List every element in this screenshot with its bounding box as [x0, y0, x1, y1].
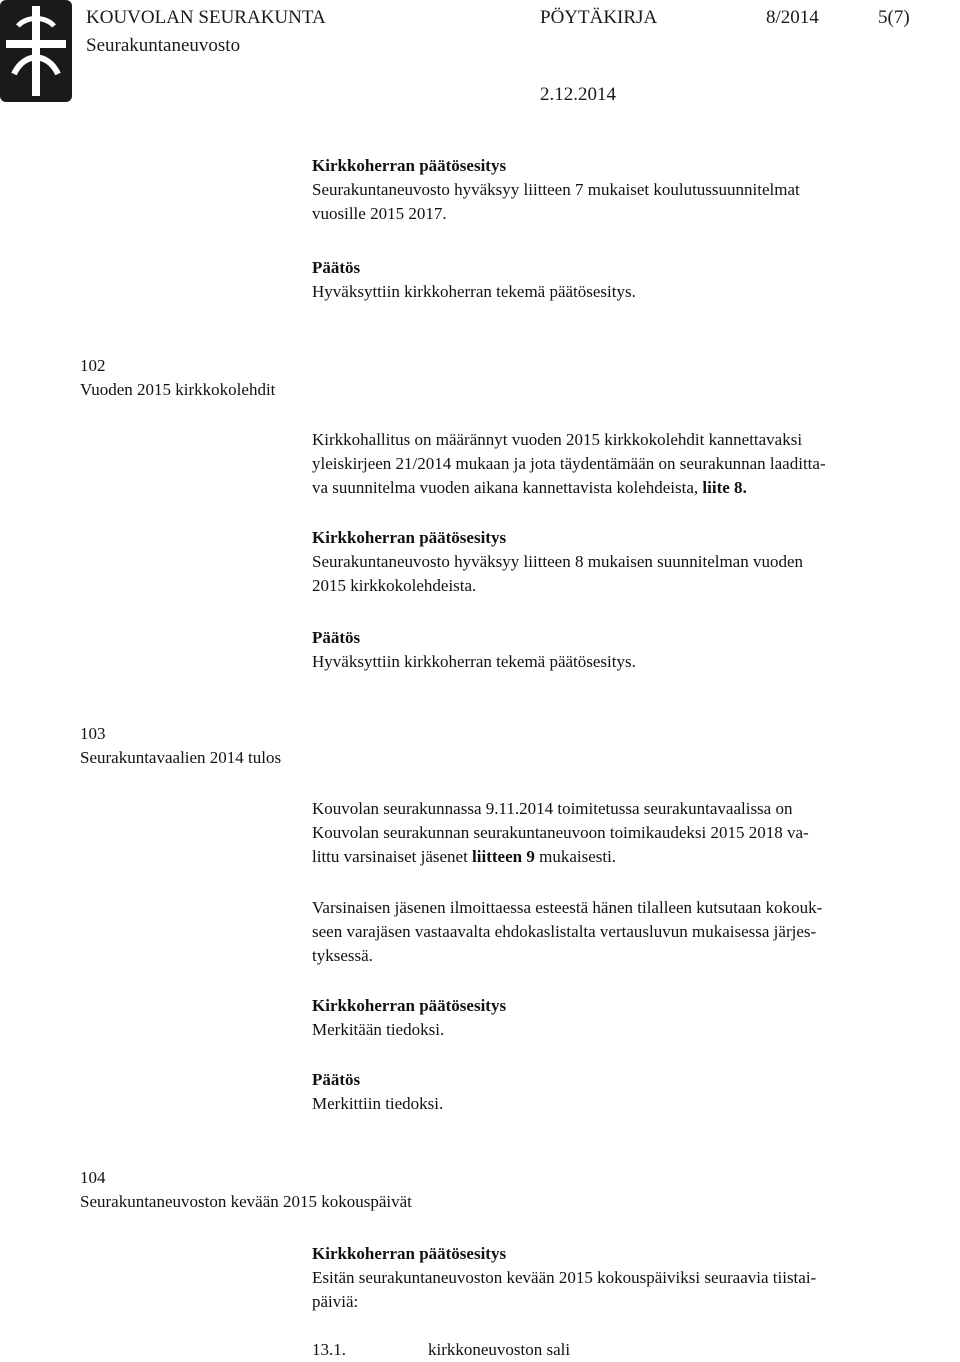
- body-line: Varsinaisen jäsenen ilmoittaessa esteestä hänen tilalleen kutsutaan kokouk-: [312, 898, 823, 917]
- attachment-ref: liitteen 9: [472, 847, 535, 866]
- s102-body: [312, 428, 956, 500]
- decision-title: Päätös: [312, 628, 361, 647]
- body-line: Kouvolan seurakunnan seurakuntaneuvoon toimikaudeksi 2015 2018 va-: [312, 823, 809, 842]
- body-line: Kouvolan seurakunnassa 9.11.2014 toimitetussa seurakuntavaalissa on: [312, 799, 793, 818]
- s101-proposal: [312, 154, 956, 226]
- proposal-line: päiviä:: [312, 1292, 359, 1311]
- s102-title: Vuoden 2015 kirkkokolehdit: [80, 380, 276, 399]
- meeting-date-1: 13.1.: [312, 1340, 346, 1359]
- s103-title: Seurakuntavaalien 2014 tulos: [80, 748, 282, 767]
- proposal-title: Kirkkoherran päätösesitys: [312, 996, 507, 1015]
- body-line: seen varajäsen vastaavalta ehdokaslistalta vertausluvun mukaisessa järjes-: [312, 922, 817, 941]
- doc-type: PÖYTÄKIRJA: [540, 7, 658, 28]
- body-name: Seurakuntaneuvosto: [86, 35, 241, 56]
- s104-title: Seurakuntaneuvoston kevään 2015 kokouspäivät: [80, 1192, 412, 1211]
- s103-paragraph-2: [312, 896, 956, 968]
- body-line: Kirkkohallitus on määrännyt vuoden 2015 kirkkokolehdit kannettavaksi: [312, 430, 803, 449]
- doc-number: 8/2014: [766, 7, 819, 28]
- decision-title: Päätös: [312, 1070, 361, 1089]
- proposal-line: 2015 kirkkokolehdeista.: [312, 576, 477, 595]
- body-end: .: [742, 478, 747, 497]
- s102-decision: [312, 626, 956, 674]
- meeting-place-1: kirkkoneuvoston sali: [428, 1340, 571, 1359]
- s102-number: 102: [80, 356, 106, 375]
- proposal-line: Seurakuntaneuvosto hyväksyy liitteen 8 mukaisen suunnitelman vuoden: [312, 552, 804, 571]
- page-number: 5(7): [878, 7, 910, 28]
- s103-proposal: [312, 994, 956, 1042]
- s103-decision: [312, 1068, 956, 1116]
- proposal-title: Kirkkoherran päätösesitys: [312, 156, 507, 175]
- body-line: tyksessä.: [312, 946, 373, 965]
- proposal-line: Seurakuntaneuvosto hyväksyy liitteen 7 mukaiset koulutussuunnitelmat: [312, 180, 800, 199]
- body-end: mukaisesti.: [534, 847, 617, 866]
- s103-paragraph-1: [312, 797, 956, 869]
- proposal-title: Kirkkoherran päätösesitys: [312, 528, 507, 547]
- proposal-text: Merkitään tiedoksi.: [312, 1020, 445, 1039]
- s101-decision: [312, 256, 956, 304]
- decision-title: Päätös: [312, 258, 361, 277]
- proposal-line: Esitän seurakuntaneuvoston kevään 2015 kokouspäiviksi seuraavia tiistai-: [312, 1268, 817, 1287]
- church-logo-icon: [0, 0, 72, 102]
- proposal-title: Kirkkoherran päätösesitys: [312, 1244, 507, 1263]
- org-name: KOUVOLAN SEURAKUNTA: [86, 7, 326, 28]
- s104-proposal: [312, 1242, 956, 1314]
- meeting-date: 2.12.2014: [540, 84, 616, 105]
- attachment-ref: liite 8: [702, 478, 743, 497]
- s102-proposal: [312, 526, 956, 598]
- decision-text: Merkittiin tiedoksi.: [312, 1094, 444, 1113]
- body-line: littu varsinaiset jäsenet: [312, 847, 473, 866]
- s103-number: 103: [80, 724, 106, 743]
- decision-text: Hyväksyttiin kirkkoherran tekemä päätösesitys.: [312, 282, 636, 301]
- body-line: va suunnitelma vuoden aikana kannettavista kolehdeista,: [312, 478, 703, 497]
- s104-number: 104: [80, 1168, 106, 1187]
- decision-text: Hyväksyttiin kirkkoherran tekemä päätösesitys.: [312, 652, 636, 671]
- body-line: yleiskirjeen 21/2014 mukaan ja jota täydentämään on seurakunnan laaditta-: [312, 454, 826, 473]
- proposal-line: vuosille 2015 2017.: [312, 204, 447, 223]
